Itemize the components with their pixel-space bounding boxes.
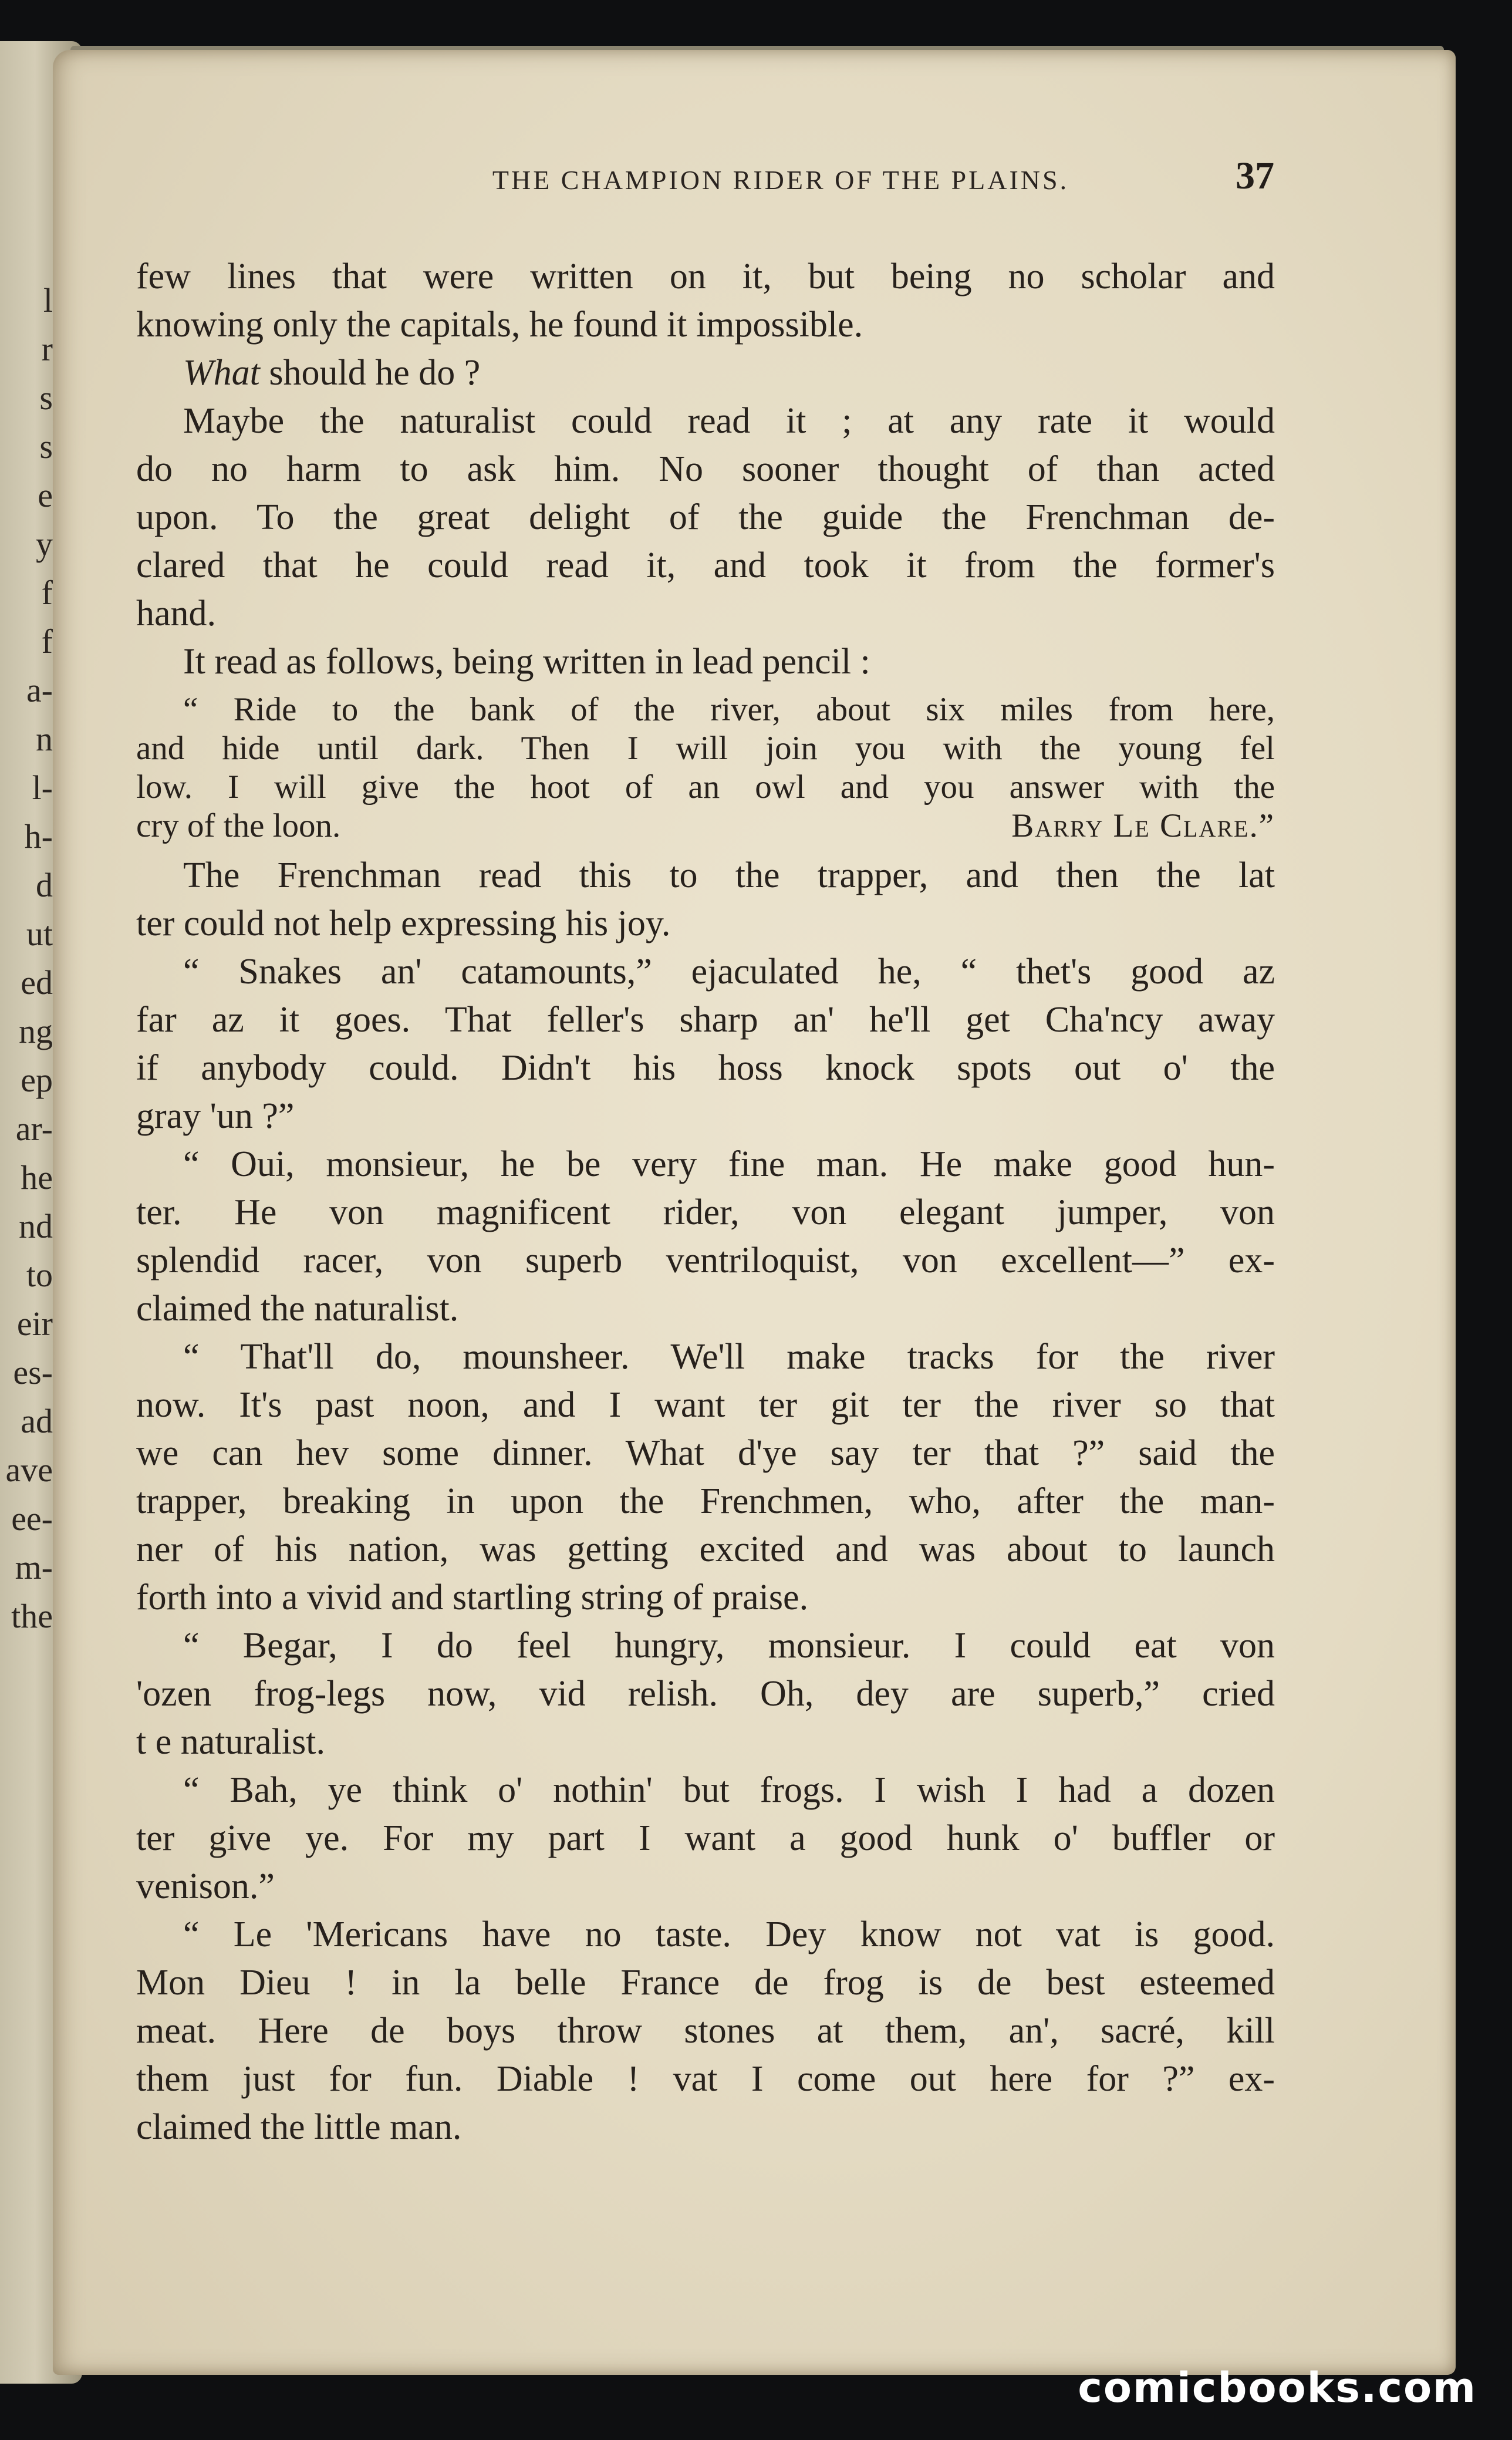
text-line: The Frenchman read this to the trapper, and then the lat	[183, 855, 1275, 895]
left-fragment: a-	[26, 671, 53, 709]
text-line: now. It's past noon, and I want ter git ter the river so that	[136, 1385, 1275, 1425]
text-line: upon. To the great delight of the guide the Frenchman de-	[136, 497, 1275, 537]
letter-signature: Barry Le Clare.”	[1011, 807, 1275, 844]
left-fragment: ave	[5, 1451, 53, 1489]
text-line: “ Oui, monsieur, he be very fine man. He make good hun-	[183, 1144, 1275, 1184]
text-line: “ Le 'Mericans have no taste. Dey know not vat is good.	[183, 1915, 1275, 1954]
quoted-letter	[136, 690, 1275, 845]
left-fragment: l	[43, 281, 53, 319]
running-head: THE CHAMPION RIDER OF THE PLAINS.	[492, 165, 1069, 195]
left-fragment: nd	[19, 1207, 53, 1245]
text-line: Mon Dieu ! in la belle France de frog is de best esteemed	[136, 1963, 1275, 2003]
left-fragment: e	[38, 476, 53, 514]
left-fragment: d	[36, 866, 53, 904]
left-fragment: the	[11, 1597, 53, 1635]
text-line: few lines that were written on it, but being no scholar and	[136, 257, 1275, 296]
left-fragment: ee-	[11, 1499, 53, 1538]
left-fragment: to	[26, 1256, 53, 1294]
letter-line	[136, 807, 1275, 845]
text-line: “ Begar, I do feel hungry, monsieur. I could eat von	[183, 1626, 1275, 1666]
text-line: hand.	[136, 594, 217, 633]
site-watermark: comicbooks.com	[1078, 2364, 1477, 2412]
left-fragment: f	[41, 622, 53, 660]
text-line: Maybe the naturalist could read it ; at any rate it would	[183, 401, 1275, 441]
text-span: should he do ?	[259, 353, 481, 393]
text-line: forth into a vivid and startling string of praise.	[136, 1578, 809, 1617]
text-line: splendid racer, von superb ventriloquist, von excellent—” ex-	[136, 1241, 1275, 1280]
left-fragment: he	[21, 1158, 53, 1197]
text-line: venison.”	[136, 1866, 275, 1906]
left-fragment: f	[41, 574, 53, 612]
body-text	[136, 252, 1275, 2151]
text-line: claimed the naturalist.	[136, 1289, 459, 1329]
letter-line: low. I will give the hoot of an owl and you answer with the	[136, 769, 1275, 806]
text-line: knowing only the capitals, he found it impossible.	[136, 305, 863, 345]
text-line: if anybody could. Didn't his hoss knock spots out o' the	[136, 1048, 1275, 1088]
left-fragment: s	[39, 379, 53, 417]
left-fragment: r	[41, 330, 53, 368]
text-line: we can hev some dinner. What d'ye say ter that ?” said the	[136, 1433, 1275, 1473]
left-fragment: ar-	[15, 1110, 53, 1148]
text-line: do no harm to ask him. No sooner thought of than acted	[136, 449, 1275, 489]
italic-word: What	[183, 353, 260, 393]
text-line: far az it goes. That feller's sharp an' he'll get Cha'ncy away	[136, 1000, 1275, 1040]
text-line: gray 'un ?”	[136, 1096, 295, 1136]
text-line: ter. He von magnificent rider, von elegant jumper, von	[136, 1192, 1275, 1232]
left-fragment: ng	[19, 1012, 53, 1050]
left-fragment: l-	[32, 769, 53, 807]
text-line: “ That'll do, mounsheer. We'll make tracks for the river	[183, 1337, 1275, 1377]
text-line: ner of his nation, was getting excited and was about to launch	[136, 1529, 1275, 1569]
text-line: claimed the little man.	[136, 2107, 462, 2147]
text-line	[136, 349, 1275, 397]
left-fragment: n	[36, 720, 53, 758]
text-span: cry of the loon.	[136, 807, 341, 844]
text-line: “ Bah, ye think o' nothin' but frogs. I wish I had a dozen	[183, 1770, 1275, 1810]
left-fragment: es-	[13, 1353, 53, 1391]
text-line: “ Snakes an' catamounts,” ejaculated he, “ thet's good az	[183, 952, 1275, 992]
text-line: ter could not help expressing his joy.	[136, 904, 671, 943]
text-line: It read as follows, being written in lead pencil :	[183, 642, 870, 682]
page-number: 37	[1236, 154, 1274, 197]
left-fragment: m-	[15, 1548, 53, 1586]
left-fragment: ad	[21, 1402, 53, 1440]
text-line: ter give ye. For my part I want a good hunk o' buffler or	[136, 1818, 1275, 1858]
left-fragment: y	[36, 525, 53, 563]
text-line: 'ozen frog-legs now, vid relish. Oh, dey are superb,” cried	[136, 1674, 1275, 1714]
text-line: them just for fun. Diable ! vat I come out here for ?” ex-	[136, 2059, 1275, 2099]
letter-line: “ Ride to the bank of the river, about six miles from here,	[183, 691, 1275, 728]
left-fragment: ed	[21, 963, 53, 1002]
text-line: clared that he could read it, and took it from the former's	[136, 545, 1275, 585]
letter-line: and hide until dark. Then I will join you with the young fel	[136, 730, 1275, 767]
left-page-text-fragments	[0, 276, 53, 1640]
left-fragment: ut	[26, 915, 53, 953]
left-fragment: s	[39, 427, 53, 466]
text-line: meat. Here de boys throw stones at them, an', sacré, kill	[136, 2011, 1275, 2051]
left-fragment: eir	[16, 1305, 53, 1343]
left-fragment: h-	[24, 817, 53, 855]
left-fragment: ep	[21, 1061, 53, 1099]
text-line: trapper, breaking in upon the Frenchmen, who, after the man-	[136, 1481, 1275, 1521]
text-line: t e naturalist.	[136, 1722, 325, 1762]
